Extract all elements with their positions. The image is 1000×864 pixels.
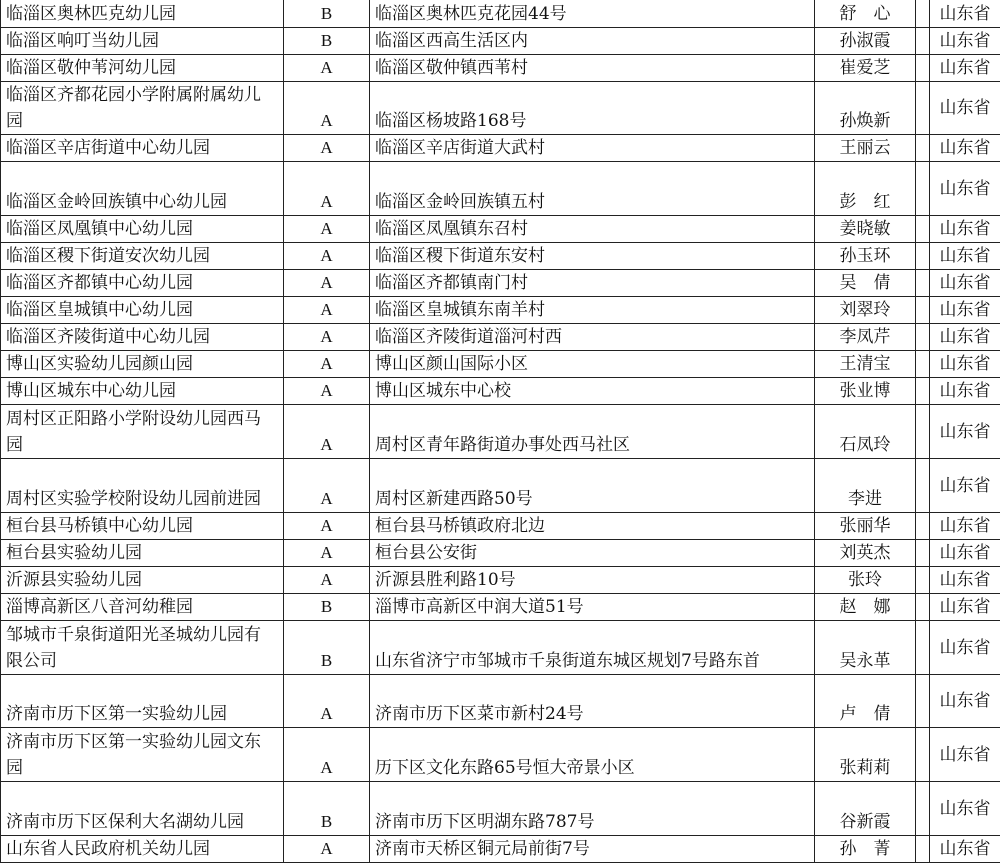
contact-person-cell: 崔爱芝 [815,55,916,82]
spacer-cell [916,0,930,28]
table-row [1,324,1000,351]
kindergarten-name-cell: 济南市历下区保利大名湖幼儿园 [1,782,284,836]
contact-person-cell: 孙玉环 [815,243,916,270]
address-cell: 济南市历下区明湖东路787号 [370,782,815,836]
grade-cell: A [284,270,370,297]
contact-person-cell: 吴 倩 [815,270,916,297]
table-row [1,351,1000,378]
grade-cell: A [284,836,370,863]
table-row [1,540,1000,567]
grade-cell: A [284,351,370,378]
table-row [1,728,1000,782]
spacer-cell [916,297,930,324]
spacer-cell [916,82,930,135]
contact-person-cell: 赵 娜 [815,594,916,621]
address-cell: 临淄区凤凰镇东召村 [370,216,815,243]
grade-cell: B [284,782,370,836]
kindergarten-name-cell: 临淄区敬仲苇河幼儿园 [1,55,284,82]
grade-cell: A [284,216,370,243]
table-row [1,243,1000,270]
grade-cell: A [284,459,370,513]
spacer-cell [916,405,930,459]
province-cell: 山东省 [930,405,1000,459]
spacer-cell [916,243,930,270]
address-cell: 济南市历下区菜市新村24号 [370,675,815,728]
spacer-cell [916,459,930,513]
grade-cell: A [284,513,370,540]
table-row [1,405,1000,459]
contact-person-cell: 王丽云 [815,135,916,162]
kindergarten-name-cell: 邹城市千泉街道阳光圣城幼儿园有限公司 [1,621,284,675]
kindergarten-name-cell: 临淄区齐陵街道中心幼儿园 [1,324,284,351]
province-cell: 山东省 [930,351,1000,378]
address-cell: 临淄区敬仲镇西苇村 [370,55,815,82]
province-cell: 山东省 [930,82,1000,135]
table-row [1,675,1000,728]
table-row [1,567,1000,594]
table-row [1,162,1000,216]
grade-cell: A [284,728,370,782]
table-row [1,513,1000,540]
province-cell: 山东省 [930,243,1000,270]
address-cell: 临淄区奥林匹克花园44号 [370,0,815,28]
spacer-cell [916,836,930,863]
address-cell: 桓台县马桥镇政府北边 [370,513,815,540]
province-cell: 山东省 [930,270,1000,297]
kindergarten-name-cell: 沂源县实验幼儿园 [1,567,284,594]
spacer-cell [916,216,930,243]
kindergarten-name-cell: 临淄区金岭回族镇中心幼儿园 [1,162,284,216]
address-cell: 淄博市高新区中润大道51号 [370,594,815,621]
contact-person-cell: 张丽华 [815,513,916,540]
grade-cell: A [284,675,370,728]
kindergarten-name-cell: 临淄区辛店街道中心幼儿园 [1,135,284,162]
contact-person-cell: 舒 心 [815,0,916,28]
province-cell: 山东省 [930,567,1000,594]
kindergarten-name-cell: 临淄区凤凰镇中心幼儿园 [1,216,284,243]
kindergarten-name-cell: 周村区实验学校附设幼儿园前进园 [1,459,284,513]
kindergarten-name-cell: 山东省人民政府机关幼儿园 [1,836,284,863]
contact-person-cell: 彭 红 [815,162,916,216]
table-body [1,0,1000,863]
spacer-cell [916,270,930,297]
spacer-cell [916,135,930,162]
address-cell: 济南市天桥区铜元局前街7号 [370,836,815,863]
spacer-cell [916,728,930,782]
contact-person-cell: 王清宝 [815,351,916,378]
table-row [1,270,1000,297]
spacer-cell [916,594,930,621]
address-cell: 周村区青年路街道办事处西马社区 [370,405,815,459]
spacer-cell [916,513,930,540]
kindergarten-name-cell: 临淄区奥林匹克幼儿园 [1,0,284,28]
kindergarten-name-cell: 博山区实验幼儿园颜山园 [1,351,284,378]
province-cell: 山东省 [930,216,1000,243]
grade-cell: A [284,324,370,351]
table-row [1,459,1000,513]
grade-cell: A [284,55,370,82]
contact-person-cell: 孙 菁 [815,836,916,863]
table-row [1,216,1000,243]
table-row [1,836,1000,863]
contact-person-cell: 刘英杰 [815,540,916,567]
province-cell: 山东省 [930,782,1000,836]
kindergarten-name-cell: 淄博高新区八音河幼稚园 [1,594,284,621]
spacer-cell [916,675,930,728]
spacer-cell [916,378,930,405]
kindergarten-name-cell: 临淄区齐都花园小学附属附属幼儿园 [1,82,284,135]
table-row [1,621,1000,675]
grade-cell: B [284,28,370,55]
table-row [1,594,1000,621]
contact-person-cell: 卢 倩 [815,675,916,728]
table-row [1,135,1000,162]
address-cell: 博山区城东中心校 [370,378,815,405]
grade-cell: A [284,540,370,567]
address-cell: 临淄区齐都镇南门村 [370,270,815,297]
address-cell: 临淄区稷下街道东安村 [370,243,815,270]
province-cell: 山东省 [930,55,1000,82]
grade-cell: A [284,82,370,135]
contact-person-cell: 姜晓敏 [815,216,916,243]
province-cell: 山东省 [930,728,1000,782]
address-cell: 博山区颜山国际小区 [370,351,815,378]
address-cell: 周村区新建西路50号 [370,459,815,513]
province-cell: 山东省 [930,594,1000,621]
grade-cell: B [284,594,370,621]
contact-person-cell: 孙焕新 [815,82,916,135]
province-cell: 山东省 [930,0,1000,28]
contact-person-cell: 石凤玲 [815,405,916,459]
address-cell: 桓台县公安街 [370,540,815,567]
contact-person-cell: 张莉莉 [815,728,916,782]
contact-person-cell: 张业博 [815,378,916,405]
spacer-cell [916,567,930,594]
address-cell: 山东省济宁市邹城市千泉街道东城区规划7号路东首 [370,621,815,675]
table-row [1,782,1000,836]
province-cell: 山东省 [930,378,1000,405]
grade-cell: A [284,243,370,270]
grade-cell: A [284,135,370,162]
contact-person-cell: 刘翠玲 [815,297,916,324]
province-cell: 山东省 [930,675,1000,728]
grade-cell: A [284,162,370,216]
contact-person-cell: 孙淑霞 [815,28,916,55]
province-cell: 山东省 [930,297,1000,324]
province-cell: 山东省 [930,324,1000,351]
kindergarten-name-cell: 临淄区齐都镇中心幼儿园 [1,270,284,297]
address-cell: 临淄区皇城镇东南羊村 [370,297,815,324]
kindergarten-name-cell: 济南市历下区第一实验幼儿园 [1,675,284,728]
province-cell: 山东省 [930,513,1000,540]
contact-person-cell: 李凤芹 [815,324,916,351]
province-cell: 山东省 [930,459,1000,513]
table-row [1,55,1000,82]
spacer-cell [916,162,930,216]
table-row [1,82,1000,135]
spacer-cell [916,28,930,55]
table-row [1,378,1000,405]
contact-person-cell: 谷新霞 [815,782,916,836]
province-cell: 山东省 [930,135,1000,162]
spacer-cell [916,540,930,567]
contact-person-cell: 李进 [815,459,916,513]
kindergarten-name-cell: 周村区正阳路小学附设幼儿园西马园 [1,405,284,459]
spacer-cell [916,324,930,351]
contact-person-cell: 吴永革 [815,621,916,675]
kindergarten-name-cell: 博山区城东中心幼儿园 [1,378,284,405]
spacer-cell [916,782,930,836]
province-cell: 山东省 [930,28,1000,55]
grade-cell: A [284,378,370,405]
table-row [1,297,1000,324]
kindergarten-name-cell: 桓台县实验幼儿园 [1,540,284,567]
address-cell: 临淄区杨坡路168号 [370,82,815,135]
spacer-cell [916,55,930,82]
spacer-cell [916,621,930,675]
kindergarten-name-cell: 桓台县马桥镇中心幼儿园 [1,513,284,540]
grade-cell: B [284,0,370,28]
kindergarten-name-cell: 临淄区皇城镇中心幼儿园 [1,297,284,324]
grade-cell: A [284,567,370,594]
grade-cell: B [284,621,370,675]
province-cell: 山东省 [930,621,1000,675]
address-cell: 临淄区辛店街道大武村 [370,135,815,162]
province-cell: 山东省 [930,836,1000,863]
address-cell: 沂源县胜利路10号 [370,567,815,594]
kindergarten-name-cell: 临淄区稷下街道安次幼儿园 [1,243,284,270]
table-row [1,28,1000,55]
address-cell: 临淄区西高生活区内 [370,28,815,55]
kindergarten-name-cell: 济南市历下区第一实验幼儿园文东园 [1,728,284,782]
grade-cell: A [284,297,370,324]
address-cell: 历下区文化东路65号恒大帝景小区 [370,728,815,782]
table-row [1,0,1000,28]
province-cell: 山东省 [930,540,1000,567]
address-cell: 临淄区齐陵街道淄河村西 [370,324,815,351]
grade-cell: A [284,405,370,459]
spacer-cell [916,351,930,378]
kindergarten-name-cell: 临淄区响叮当幼儿园 [1,28,284,55]
address-cell: 临淄区金岭回族镇五村 [370,162,815,216]
contact-person-cell: 张玲 [815,567,916,594]
province-cell: 山东省 [930,162,1000,216]
